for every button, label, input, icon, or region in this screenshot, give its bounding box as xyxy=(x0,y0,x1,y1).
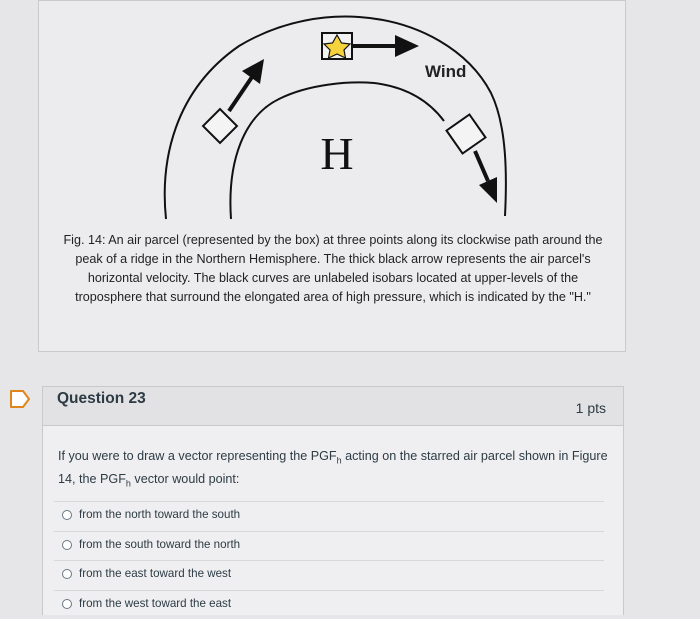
answer-label[interactable]: from the west toward the east xyxy=(79,597,231,610)
question-text-part: vector would point: xyxy=(131,472,240,486)
velocity-arrow-right xyxy=(475,151,488,181)
caption-line: Fig. 14: An air parcel (represented by the box) at three points along its clockwise path around the xyxy=(53,231,613,250)
caption-line: peak of a ridge in the Northern Hemisphere. The thick black arrow represents the air parcel's xyxy=(53,250,613,269)
question-text-part: acting on the starred air parcel shown in Figure xyxy=(342,449,608,463)
figure-card xyxy=(38,0,626,352)
radio-button[interactable] xyxy=(62,510,72,520)
radio-button[interactable] xyxy=(62,569,72,579)
question-title: Question 23 xyxy=(57,390,146,408)
parcel-left xyxy=(203,109,237,143)
figure-caption xyxy=(53,231,613,307)
subscript: h xyxy=(337,456,342,466)
question-card xyxy=(42,386,624,615)
answer-label[interactable]: from the south toward the north xyxy=(79,538,240,551)
answer-list xyxy=(54,501,604,619)
caption-line: horizontal velocity. The black curves are unlabeled isobars located at upper-levels of the xyxy=(53,269,613,288)
flag-icon[interactable] xyxy=(8,388,34,410)
question-points: 1 pts xyxy=(576,400,606,416)
high-pressure-label: H xyxy=(320,128,353,179)
question-text-part: If you were to draw a vector representing the PGF xyxy=(58,449,337,463)
subscript: h xyxy=(126,478,131,488)
velocity-arrow-left xyxy=(229,77,252,111)
question-text-part: 14, the PGF xyxy=(58,472,126,486)
radio-button[interactable] xyxy=(62,599,72,609)
parcel-right xyxy=(447,115,486,154)
radio-button[interactable] xyxy=(62,540,72,550)
answer-label[interactable]: from the north toward the south xyxy=(79,508,240,521)
question-header xyxy=(43,387,623,426)
isobar-diagram xyxy=(39,1,627,231)
answer-option[interactable] xyxy=(54,531,604,561)
velocity-arrowhead-top xyxy=(395,35,419,57)
question-text xyxy=(58,447,613,492)
answer-option[interactable] xyxy=(54,501,604,531)
wind-label: Wind xyxy=(425,62,466,81)
velocity-arrowhead-left xyxy=(242,59,264,84)
answer-option[interactable] xyxy=(54,560,604,590)
caption-line: troposphere that surround the elongated area of high pressure, which is indicated by the "H." xyxy=(53,288,613,307)
answer-label[interactable]: from the east toward the west xyxy=(79,567,231,580)
